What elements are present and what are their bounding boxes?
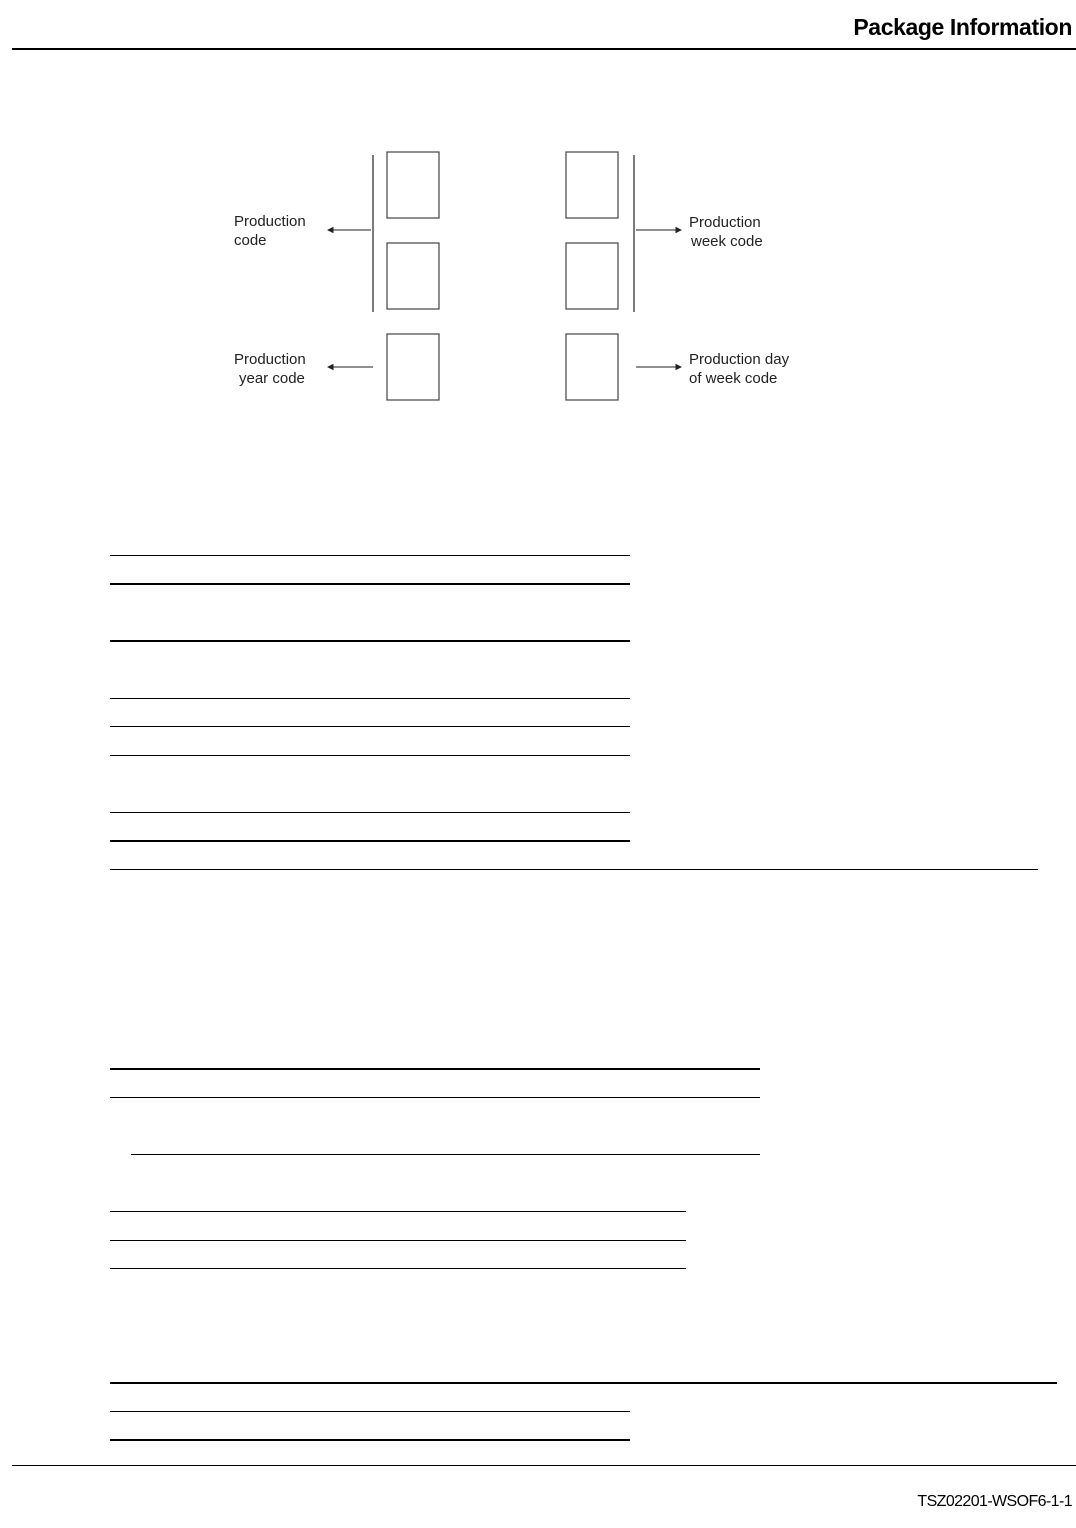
table2-rule <box>110 1268 686 1269</box>
label-day-of-week-line1: Production day <box>689 351 790 368</box>
table1-rule <box>110 726 630 727</box>
table1-rule <box>110 869 1038 870</box>
label-production-code-line2: code <box>234 232 267 249</box>
table3-rule <box>110 1382 1057 1384</box>
label-year-code-line1: Production <box>234 351 306 368</box>
table2-rule <box>110 1097 760 1098</box>
table1-rule <box>110 755 630 756</box>
table3-rule <box>110 1439 630 1441</box>
table2-rule <box>110 1240 686 1241</box>
marking-box-day-of-week-code <box>566 334 618 400</box>
label-week-code-line2: week code <box>691 233 763 250</box>
table1-rule <box>110 840 630 842</box>
table1-rule <box>110 555 630 556</box>
label-week-code-line1: Production <box>689 214 761 231</box>
table1-rule <box>110 698 630 699</box>
label-day-of-week-line2: of week code <box>689 370 778 387</box>
table2-rule <box>110 1211 686 1212</box>
table3-rule <box>110 1411 630 1412</box>
table1-rule <box>110 812 630 813</box>
label-production-code-line1: Production <box>234 213 306 230</box>
marking-diagram <box>0 0 1076 470</box>
marking-box-production-code-2 <box>387 243 439 309</box>
marking-box-week-code-2 <box>566 243 618 309</box>
table1-rule <box>110 583 630 585</box>
marking-box-year-code <box>387 334 439 400</box>
table2-rule <box>110 1068 760 1070</box>
footer-rule <box>12 1465 1076 1466</box>
marking-box-week-code-1 <box>566 152 618 218</box>
page-title: Package Information <box>853 14 1072 40</box>
table2-rule <box>131 1154 760 1155</box>
document-number: TSZ02201-WSOF6-1-1 <box>917 1493 1072 1510</box>
label-year-code-line2: year code <box>239 370 305 387</box>
table1-rule <box>110 640 630 642</box>
marking-box-production-code-1 <box>387 152 439 218</box>
